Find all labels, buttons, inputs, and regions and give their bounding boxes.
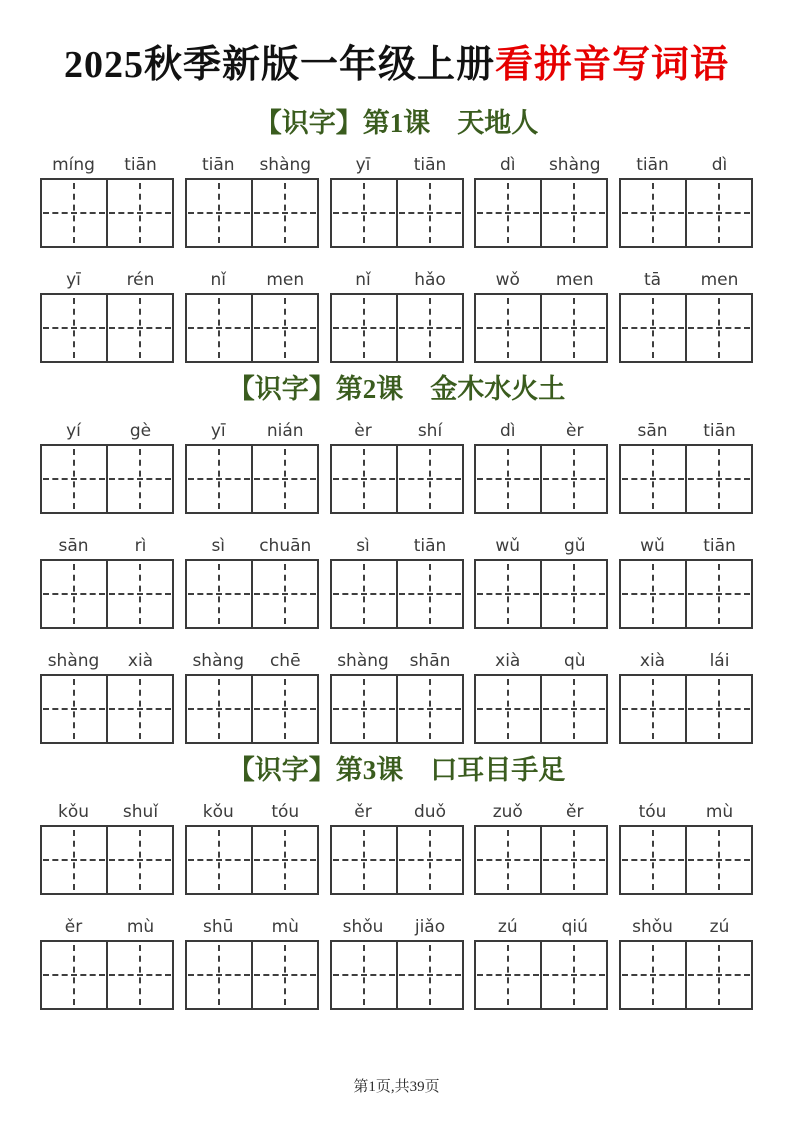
pinyin-syllable: nǐ bbox=[355, 270, 371, 290]
tianzige-cell bbox=[396, 446, 462, 512]
pinyin-syllable: tiān bbox=[413, 155, 447, 175]
word-group bbox=[619, 648, 753, 744]
word-group bbox=[330, 152, 464, 248]
pinyin-syllable: yī bbox=[210, 421, 226, 441]
word-group bbox=[619, 152, 753, 248]
writing-grid bbox=[185, 444, 319, 514]
tianzige-cell bbox=[540, 561, 606, 627]
pinyin-syllable: ěr bbox=[566, 802, 584, 822]
tianzige-cell bbox=[476, 295, 540, 361]
pinyin-row bbox=[474, 152, 608, 176]
tianzige-cell bbox=[621, 180, 685, 246]
pinyin-syllable: shǒu bbox=[342, 917, 384, 937]
pinyin-syllable: yī bbox=[355, 155, 371, 175]
page-title-main: 2025秋季新版一年级上册 bbox=[63, 44, 495, 86]
tianzige-cell bbox=[685, 295, 751, 361]
pinyin-syllable: èr bbox=[354, 421, 372, 441]
pinyin-row bbox=[619, 533, 753, 557]
tianzige-cell bbox=[332, 446, 396, 512]
tianzige-cell bbox=[251, 446, 317, 512]
writing-grid bbox=[619, 674, 753, 744]
worksheet-body bbox=[40, 106, 753, 1010]
pinyin-row bbox=[474, 533, 608, 557]
pinyin-syllable: tiān bbox=[201, 155, 235, 175]
pinyin-syllable: míng bbox=[52, 155, 95, 175]
tianzige-cell bbox=[251, 561, 317, 627]
word-group bbox=[40, 799, 174, 895]
pinyin-syllable: zú bbox=[709, 917, 730, 937]
word-group bbox=[474, 648, 608, 744]
word-group bbox=[40, 418, 174, 514]
tianzige-cell bbox=[476, 676, 540, 742]
pinyin-row bbox=[474, 418, 608, 442]
pinyin-syllable: shǒu bbox=[632, 917, 673, 937]
pinyin-row bbox=[474, 267, 608, 291]
pinyin-row bbox=[185, 418, 319, 442]
word-row bbox=[40, 799, 753, 895]
pinyin-syllable: tóu bbox=[638, 802, 667, 822]
page-number: 第1页,共39页 bbox=[353, 1079, 440, 1095]
tianzige-cell bbox=[685, 561, 751, 627]
writing-grid bbox=[619, 559, 753, 629]
pinyin-row bbox=[330, 914, 464, 938]
pinyin-syllable: tiān bbox=[703, 536, 736, 556]
tianzige-cell bbox=[540, 676, 606, 742]
tianzige-cell bbox=[685, 676, 751, 742]
word-row bbox=[40, 648, 753, 744]
word-group bbox=[619, 418, 753, 514]
pinyin-row bbox=[40, 648, 174, 672]
pinyin-row bbox=[185, 533, 319, 557]
tianzige-cell bbox=[621, 827, 685, 893]
writing-grid bbox=[40, 444, 174, 514]
pinyin-syllable: sān bbox=[637, 421, 668, 441]
pinyin-syllable: yí bbox=[66, 421, 81, 441]
pinyin-row bbox=[474, 648, 608, 672]
pinyin-row bbox=[185, 267, 319, 291]
tianzige-cell bbox=[685, 942, 751, 1008]
word-group bbox=[40, 152, 174, 248]
tianzige-cell bbox=[476, 446, 540, 512]
pinyin-syllable: shí bbox=[417, 421, 443, 441]
tianzige-cell bbox=[187, 180, 251, 246]
tianzige-cell bbox=[476, 942, 540, 1008]
pinyin-row bbox=[40, 152, 174, 176]
pinyin-syllable: ěr bbox=[354, 802, 372, 822]
tianzige-cell bbox=[476, 180, 540, 246]
pinyin-syllable: duǒ bbox=[414, 802, 446, 822]
pinyin-row bbox=[40, 799, 174, 823]
pinyin-syllable: mù bbox=[705, 802, 734, 822]
word-group bbox=[474, 267, 608, 363]
pinyin-row bbox=[330, 799, 464, 823]
word-group bbox=[40, 533, 174, 629]
word-row bbox=[40, 418, 753, 514]
pinyin-syllable: dì bbox=[499, 421, 516, 441]
writing-grid bbox=[474, 178, 608, 248]
word-row bbox=[40, 533, 753, 629]
pinyin-row bbox=[330, 152, 464, 176]
tianzige-cell bbox=[332, 295, 396, 361]
pinyin-row bbox=[185, 799, 319, 823]
tianzige-cell bbox=[621, 676, 685, 742]
pinyin-syllable: shàng bbox=[337, 651, 389, 671]
word-group bbox=[330, 648, 464, 744]
pinyin-row bbox=[185, 152, 319, 176]
word-group bbox=[619, 267, 753, 363]
pinyin-syllable: ěr bbox=[64, 917, 83, 937]
pinyin-syllable: mù bbox=[271, 917, 299, 937]
word-group bbox=[40, 267, 174, 363]
writing-grid bbox=[330, 293, 464, 363]
pinyin-syllable: wǔ bbox=[495, 536, 521, 556]
tianzige-cell bbox=[42, 561, 106, 627]
pinyin-syllable: gǔ bbox=[563, 536, 586, 556]
pinyin-syllable: yī bbox=[66, 270, 81, 290]
writing-grid bbox=[619, 940, 753, 1010]
tianzige-cell bbox=[42, 827, 106, 893]
tianzige-cell bbox=[396, 295, 462, 361]
tianzige-cell bbox=[251, 827, 317, 893]
word-group bbox=[619, 799, 753, 895]
tianzige-cell bbox=[540, 295, 606, 361]
tianzige-cell bbox=[621, 561, 685, 627]
word-group bbox=[330, 267, 464, 363]
tianzige-cell bbox=[396, 942, 462, 1008]
pinyin-row bbox=[330, 648, 464, 672]
pinyin-row bbox=[619, 648, 753, 672]
tianzige-cell bbox=[187, 446, 251, 512]
writing-grid bbox=[185, 559, 319, 629]
word-group bbox=[185, 799, 319, 895]
writing-grid bbox=[40, 940, 174, 1010]
writing-grid bbox=[185, 178, 319, 248]
pinyin-syllable: gè bbox=[129, 421, 152, 441]
pinyin-row bbox=[330, 267, 464, 291]
pinyin-syllable: chē bbox=[269, 651, 301, 671]
page-title bbox=[40, 42, 753, 88]
tianzige-cell bbox=[540, 446, 606, 512]
word-group bbox=[40, 914, 174, 1010]
tianzige-cell bbox=[396, 827, 462, 893]
writing-grid bbox=[185, 940, 319, 1010]
pinyin-row bbox=[40, 267, 174, 291]
pinyin-syllable: tiān bbox=[636, 155, 669, 175]
tianzige-cell bbox=[540, 827, 606, 893]
tianzige-cell bbox=[685, 827, 751, 893]
pinyin-row bbox=[40, 533, 174, 557]
writing-grid bbox=[330, 825, 464, 895]
word-group bbox=[330, 799, 464, 895]
writing-grid bbox=[619, 293, 753, 363]
tianzige-cell bbox=[540, 180, 606, 246]
pinyin-syllable: jiǎo bbox=[414, 917, 446, 937]
pinyin-row bbox=[619, 418, 753, 442]
pinyin-syllable: wǔ bbox=[640, 536, 665, 556]
pinyin-syllable: tiān bbox=[124, 155, 157, 175]
writing-grid bbox=[40, 825, 174, 895]
word-group bbox=[474, 799, 608, 895]
tianzige-cell bbox=[187, 827, 251, 893]
tianzige-cell bbox=[685, 446, 751, 512]
pinyin-syllable: sì bbox=[211, 536, 226, 556]
pinyin-syllable: qiú bbox=[561, 917, 588, 937]
pinyin-syllable: nián bbox=[266, 421, 304, 441]
page-title-highlight: 看拼音写词语 bbox=[495, 44, 730, 86]
tianzige-cell bbox=[187, 561, 251, 627]
pinyin-syllable: rì bbox=[134, 536, 147, 556]
section-header: 【识字】第3课 口耳目手足 bbox=[227, 755, 566, 785]
pinyin-row bbox=[619, 799, 753, 823]
tianzige-cell bbox=[332, 827, 396, 893]
pinyin-row bbox=[330, 533, 464, 557]
writing-grid bbox=[474, 825, 608, 895]
word-row bbox=[40, 267, 753, 363]
pinyin-syllable: qù bbox=[563, 651, 586, 671]
word-group bbox=[474, 152, 608, 248]
pinyin-syllable: kǒu bbox=[202, 802, 234, 822]
pinyin-syllable: chuān bbox=[259, 536, 312, 556]
tianzige-cell bbox=[106, 446, 172, 512]
word-group bbox=[185, 418, 319, 514]
pinyin-row bbox=[619, 267, 753, 291]
pinyin-syllable: sì bbox=[356, 536, 370, 556]
tianzige-cell bbox=[106, 561, 172, 627]
tianzige-cell bbox=[106, 676, 172, 742]
pinyin-syllable: shàng bbox=[47, 651, 100, 671]
pinyin-syllable: rén bbox=[126, 270, 155, 290]
tianzige-cell bbox=[251, 180, 317, 246]
pinyin-syllable: men bbox=[700, 270, 739, 290]
section-header: 【识字】第1课 天地人 bbox=[254, 108, 539, 138]
word-group bbox=[40, 648, 174, 744]
pinyin-syllable: xià bbox=[495, 651, 521, 671]
pinyin-syllable: dì bbox=[711, 155, 728, 175]
tianzige-cell bbox=[332, 676, 396, 742]
tianzige-cell bbox=[187, 676, 251, 742]
word-group bbox=[619, 533, 753, 629]
pinyin-syllable: sān bbox=[58, 536, 89, 556]
pinyin-row bbox=[40, 914, 174, 938]
writing-grid bbox=[474, 940, 608, 1010]
tianzige-cell bbox=[106, 827, 172, 893]
tianzige-cell bbox=[187, 295, 251, 361]
tianzige-cell bbox=[251, 942, 317, 1008]
pinyin-row bbox=[619, 152, 753, 176]
word-group bbox=[185, 914, 319, 1010]
pinyin-row bbox=[474, 914, 608, 938]
pinyin-row bbox=[185, 914, 319, 938]
writing-grid bbox=[330, 940, 464, 1010]
word-group bbox=[474, 418, 608, 514]
pinyin-syllable: tā bbox=[643, 270, 662, 290]
tianzige-cell bbox=[106, 942, 172, 1008]
writing-grid bbox=[330, 674, 464, 744]
writing-grid bbox=[474, 559, 608, 629]
pinyin-syllable: shuǐ bbox=[122, 802, 159, 822]
writing-grid bbox=[185, 674, 319, 744]
writing-grid bbox=[474, 293, 608, 363]
tianzige-cell bbox=[685, 180, 751, 246]
pinyin-row bbox=[474, 799, 608, 823]
tianzige-cell bbox=[106, 295, 172, 361]
word-group bbox=[330, 533, 464, 629]
pinyin-syllable: shàng bbox=[548, 155, 601, 175]
writing-grid bbox=[40, 178, 174, 248]
tianzige-cell bbox=[332, 561, 396, 627]
tianzige-cell bbox=[187, 942, 251, 1008]
writing-grid bbox=[330, 178, 464, 248]
tianzige-cell bbox=[42, 295, 106, 361]
writing-grid bbox=[474, 444, 608, 514]
pinyin-syllable: tiān bbox=[703, 421, 736, 441]
writing-grid bbox=[619, 444, 753, 514]
writing-grid bbox=[474, 674, 608, 744]
pinyin-row bbox=[40, 418, 174, 442]
pinyin-syllable: men bbox=[555, 270, 594, 290]
pinyin-row bbox=[619, 914, 753, 938]
tianzige-cell bbox=[621, 942, 685, 1008]
pinyin-syllable: zuǒ bbox=[492, 802, 523, 822]
pinyin-syllable: shū bbox=[203, 917, 234, 937]
tianzige-cell bbox=[396, 676, 462, 742]
pinyin-syllable: dì bbox=[499, 155, 516, 175]
tianzige-cell bbox=[621, 446, 685, 512]
pinyin-syllable: mù bbox=[126, 917, 155, 937]
pinyin-syllable: tiān bbox=[413, 536, 447, 556]
writing-grid bbox=[185, 825, 319, 895]
tianzige-cell bbox=[42, 446, 106, 512]
word-group bbox=[330, 418, 464, 514]
pinyin-syllable: zú bbox=[497, 917, 518, 937]
tianzige-cell bbox=[332, 942, 396, 1008]
pinyin-syllable: men bbox=[266, 270, 305, 290]
pinyin-syllable: wǒ bbox=[495, 270, 520, 290]
tianzige-cell bbox=[396, 180, 462, 246]
section-header: 【识字】第2课 金木水火土 bbox=[227, 374, 566, 404]
pinyin-syllable: tóu bbox=[271, 802, 300, 822]
pinyin-syllable: nǐ bbox=[210, 270, 226, 290]
pinyin-syllable: hǎo bbox=[414, 270, 446, 290]
word-group bbox=[185, 152, 319, 248]
tianzige-cell bbox=[251, 676, 317, 742]
pinyin-syllable: kǒu bbox=[57, 802, 90, 822]
writing-grid bbox=[619, 825, 753, 895]
writing-grid bbox=[619, 178, 753, 248]
pinyin-syllable: èr bbox=[566, 421, 584, 441]
word-group bbox=[185, 648, 319, 744]
tianzige-cell bbox=[396, 561, 462, 627]
writing-grid bbox=[40, 674, 174, 744]
tianzige-cell bbox=[42, 676, 106, 742]
word-group bbox=[619, 914, 753, 1010]
writing-grid bbox=[40, 559, 174, 629]
tianzige-cell bbox=[540, 942, 606, 1008]
tianzige-cell bbox=[42, 180, 106, 246]
word-group bbox=[185, 533, 319, 629]
pinyin-syllable: xià bbox=[639, 651, 666, 671]
pinyin-syllable: shān bbox=[409, 651, 451, 671]
writing-grid bbox=[185, 293, 319, 363]
word-group bbox=[330, 914, 464, 1010]
tianzige-cell bbox=[332, 180, 396, 246]
pinyin-syllable: xià bbox=[127, 651, 154, 671]
word-group bbox=[474, 914, 608, 1010]
pinyin-row bbox=[330, 418, 464, 442]
word-row bbox=[40, 914, 753, 1010]
pinyin-row bbox=[185, 648, 319, 672]
writing-grid bbox=[40, 293, 174, 363]
writing-grid bbox=[330, 559, 464, 629]
tianzige-cell bbox=[42, 942, 106, 1008]
tianzige-cell bbox=[476, 561, 540, 627]
pinyin-syllable: shàng bbox=[259, 155, 312, 175]
word-group bbox=[185, 267, 319, 363]
pinyin-syllable: shàng bbox=[192, 651, 245, 671]
word-row bbox=[40, 152, 753, 248]
pinyin-syllable: lái bbox=[709, 651, 730, 671]
tianzige-cell bbox=[621, 295, 685, 361]
tianzige-cell bbox=[251, 295, 317, 361]
word-group bbox=[474, 533, 608, 629]
tianzige-cell bbox=[106, 180, 172, 246]
tianzige-cell bbox=[476, 827, 540, 893]
writing-grid bbox=[330, 444, 464, 514]
